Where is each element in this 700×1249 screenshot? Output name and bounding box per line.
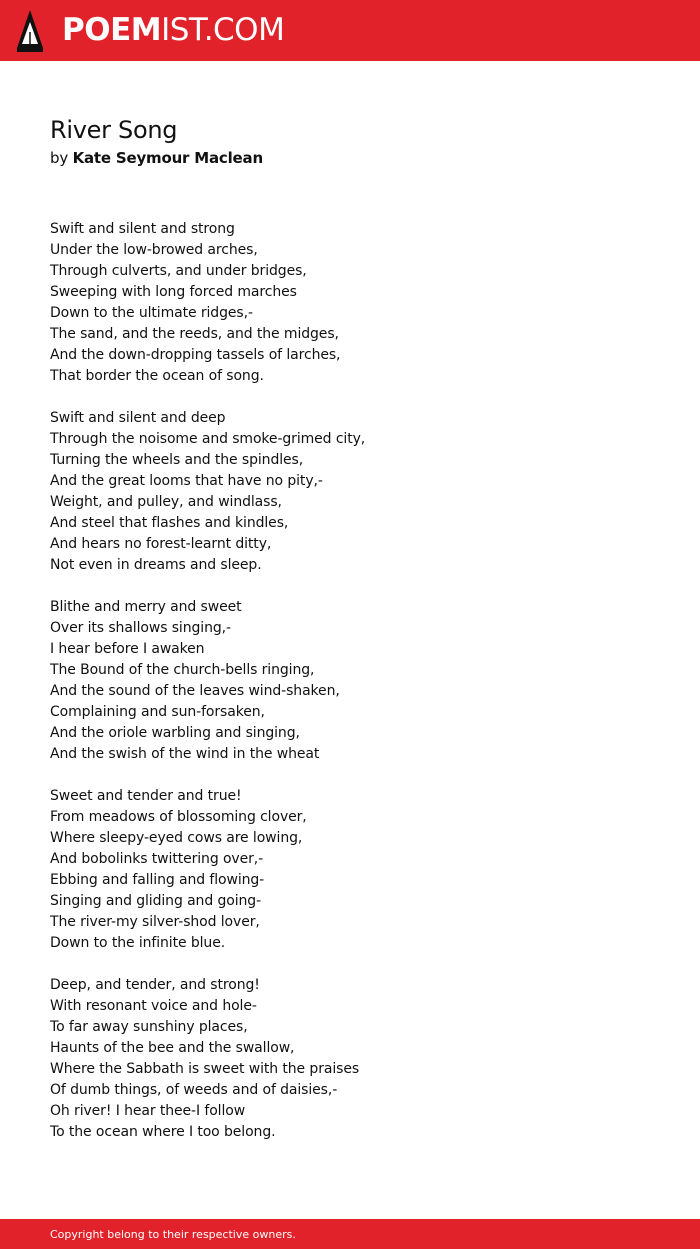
poem-line: Where the Sabbath is sweet with the praises [50,1061,360,1077]
stanza [50,975,650,1143]
poem-line: To the ocean where I too belong. [50,1124,276,1140]
poem-line: Swift and silent and deep [50,410,226,426]
poem-byline [50,149,263,167]
poem-line: Where sleepy-eyed cows are lowing, [50,830,303,846]
poem-line: And the great looms that have no pity,- [50,473,323,489]
site-logo[interactable] [62,10,284,50]
site-footer [0,1219,700,1249]
stanza [50,219,650,387]
poem-line: Over its shallows singing,- [50,620,231,636]
poem-line: Weight, and pulley, and windlass, [50,494,282,510]
poem-line: Under the low-browed arches, [50,242,258,258]
poem-line: From meadows of blossoming clover, [50,809,307,825]
poem-line: And the oriole warbling and singing, [50,725,300,741]
poem-line: Of dumb things, of weeds and of daisies,- [50,1082,338,1098]
poem-line: And hears no forest-learnt ditty, [50,536,272,552]
stanza [50,597,650,765]
brand-name-bold: POEM [62,12,162,48]
poem-line: Ebbing and falling and flowing- [50,872,265,888]
site-header [0,0,700,61]
poem-line: Sweet and tender and true! [50,788,242,804]
poem-line: Down to the ultimate ridges,- [50,305,253,321]
brand-name-light: IST.COM [161,12,285,48]
poem-line: Oh river! I hear thee-I follow [50,1103,246,1119]
poem-line: Through culverts, and under bridges, [50,263,307,279]
poem-line: Blithe and merry and sweet [50,599,242,615]
by-label: by [50,149,68,167]
poem-line: Swift and silent and strong [50,221,235,237]
poem-line: To far away sunshiny places, [50,1019,248,1035]
poem-line: Down to the infinite blue. [50,935,226,951]
stanza [50,786,650,954]
poem-line: Singing and gliding and going- [50,893,262,909]
poem-body [50,219,650,1164]
poem-line: I hear before I awaken [50,641,205,657]
poem-line: Not even in dreams and sleep. [50,557,262,573]
poem-title: River Song [50,116,178,144]
poem-line: And bobolinks twittering over,- [50,851,264,867]
poem-line: The sand, and the reeds, and the midges, [50,326,339,342]
poem-author: Kate Seymour Maclean [72,149,263,167]
pen-nib-icon[interactable] [17,10,43,52]
poem-line: That border the ocean of song. [50,368,264,384]
poem-line: With resonant voice and hole- [50,998,257,1014]
poem-line: And steel that flashes and kindles, [50,515,289,531]
poem-line: Complaining and sun-forsaken, [50,704,265,720]
poem-line: The Bound of the church-bells ringing, [50,662,315,678]
poem-line: Deep, and tender, and strong! [50,977,260,993]
poem-line: And the sound of the leaves wind-shaken, [50,683,340,699]
copyright-notice: Copyright belong to their respective owners. [50,1228,296,1241]
poem-line: And the swish of the wind in the wheat [50,746,320,762]
poem-line: Through the noisome and smoke-grimed city, [50,431,366,447]
poem-line: The river-my silver-shod lover, [50,914,260,930]
poem-line: Haunts of the bee and the swallow, [50,1040,295,1056]
poem-line: Turning the wheels and the spindles, [50,452,304,468]
poem-line: And the down-dropping tassels of larches, [50,347,341,363]
poem-line: Sweeping with long forced marches [50,284,297,300]
stanza [50,408,650,576]
